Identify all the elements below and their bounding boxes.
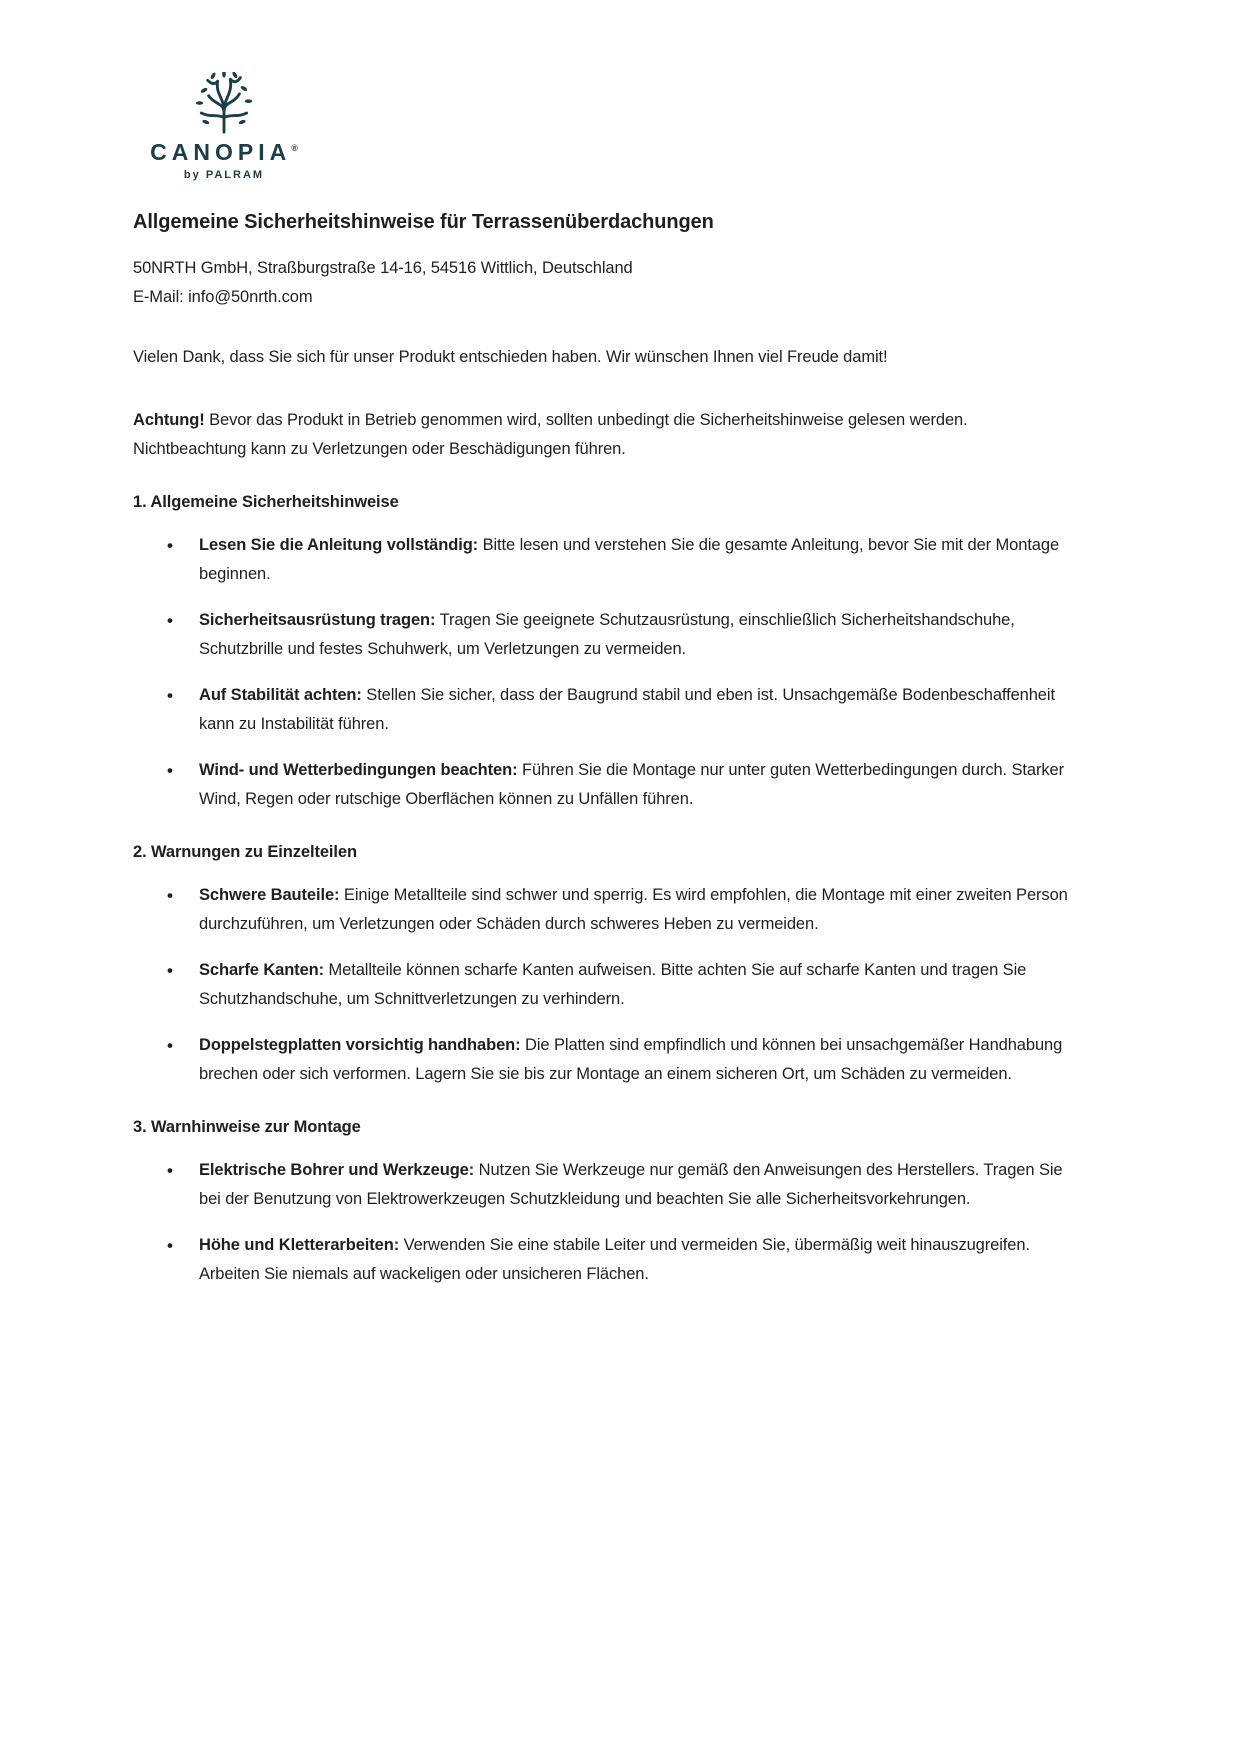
section-3-bullet-list xyxy=(133,1156,1100,1289)
registered-mark: ® xyxy=(291,143,298,153)
list-item: • Lesen Sie die Anleitung vollständig: Bitte lesen und verstehen Sie die gesamte Anleitung, bevor Sie mit der Montage beginnen. xyxy=(133,531,1083,589)
canopia-tree-icon xyxy=(195,72,253,134)
list-item: • Auf Stabilität achten: Stellen Sie sicher, dass der Baugrund stabil und eben ist. Unsachgemäße Bodenbeschaffenheit kann zu Instabilität führen. xyxy=(133,681,1083,739)
canopia-logo xyxy=(133,72,315,181)
list-item: • Elektrische Bohrer und Werkzeuge: Nutzen Sie Werkzeuge nur gemäß den Anweisungen des Herstellers. Tragen Sie bei der Benutzung von Elektrowerkzeugen Schutzkleidung und beachten Sie alle Sicherheitsvorkehrungen. xyxy=(133,1156,1083,1214)
warning-label: Achtung! xyxy=(133,411,205,429)
section-heading-2: 2. Warnungen zu Einzelteilen xyxy=(133,843,357,861)
warning-text: Bevor das Produkt in Betrieb genommen wird, sollten unbedingt die Sicherheitshinweise gelesen werden. Nichtbeachtung kann zu Verletzungen oder Beschädigungen führen. xyxy=(133,411,968,458)
email-line: E-Mail: info@50nrth.com xyxy=(133,288,313,306)
company-address-line: 50NRTH GmbH, Straßburgstraße 14-16, 54516 Wittlich, Deutschland xyxy=(133,259,633,277)
intro-paragraph: Vielen Dank, dass Sie sich für unser Produkt entschieden haben. Wir wünschen Ihnen viel Freude damit! xyxy=(133,348,888,366)
section-2-bullet-list xyxy=(133,881,1100,1089)
logo-tagline: by PALRAM xyxy=(183,169,265,181)
list-item: • Doppelstegplatten vorsichtig handhaben: Die Platten sind empfindlich und können bei unsachgemäßer Handhabung brechen oder sich verformen. Lagern Sie sie bis zur Montage an einem sicheren Ort, um Schäden zu vermeiden. xyxy=(133,1031,1083,1089)
page-title: Allgemeine Sicherheitshinweise für Terrassenüberdachungen xyxy=(133,211,714,233)
list-item: • Scharfe Kanten: Metallteile können scharfe Kanten aufweisen. Bitte achten Sie auf scharfe Kanten und tragen Sie Schutzhandschuhe, um Schnittverletzungen zu verhindern. xyxy=(133,956,1083,1014)
section-heading-3: 3. Warnhinweise zur Montage xyxy=(133,1118,361,1136)
section-heading-1: 1. Allgemeine Sicherheitshinweise xyxy=(133,493,399,511)
list-item: • Wind- und Wetterbedingungen beachten: Führen Sie die Montage nur unter guten Wetterbedingungen durch. Starker Wind, Regen oder rutschige Oberflächen können zu Unfällen führen. xyxy=(133,756,1083,814)
warning-paragraph xyxy=(133,406,1063,464)
list-item: • Höhe und Kletterarbeiten: Verwenden Sie eine stabile Leiter und vermeiden Sie, übermäßig weit hinauszugreifen. Arbeiten Sie niemals auf wackeligen oder unsicheren Flächen. xyxy=(133,1231,1083,1289)
list-item: • Sicherheitsausrüstung tragen: Tragen Sie geeignete Schutzausrüstung, einschließlich Sicherheitshandschuhe, Schutzbrille und festes Schuhwerk, um Verletzungen zu vermeiden. xyxy=(133,606,1083,664)
section-1-bullet-list xyxy=(133,531,1100,814)
logo-brand-name: CANOPIA® xyxy=(150,139,298,165)
list-item: • Schwere Bauteile: Einige Metallteile sind schwer und sperrig. Es wird empfohlen, die Montage mit einer zweiten Person durchzuführen, um Verletzungen oder Schäden durch schweres Heben zu vermeiden. xyxy=(133,881,1083,939)
